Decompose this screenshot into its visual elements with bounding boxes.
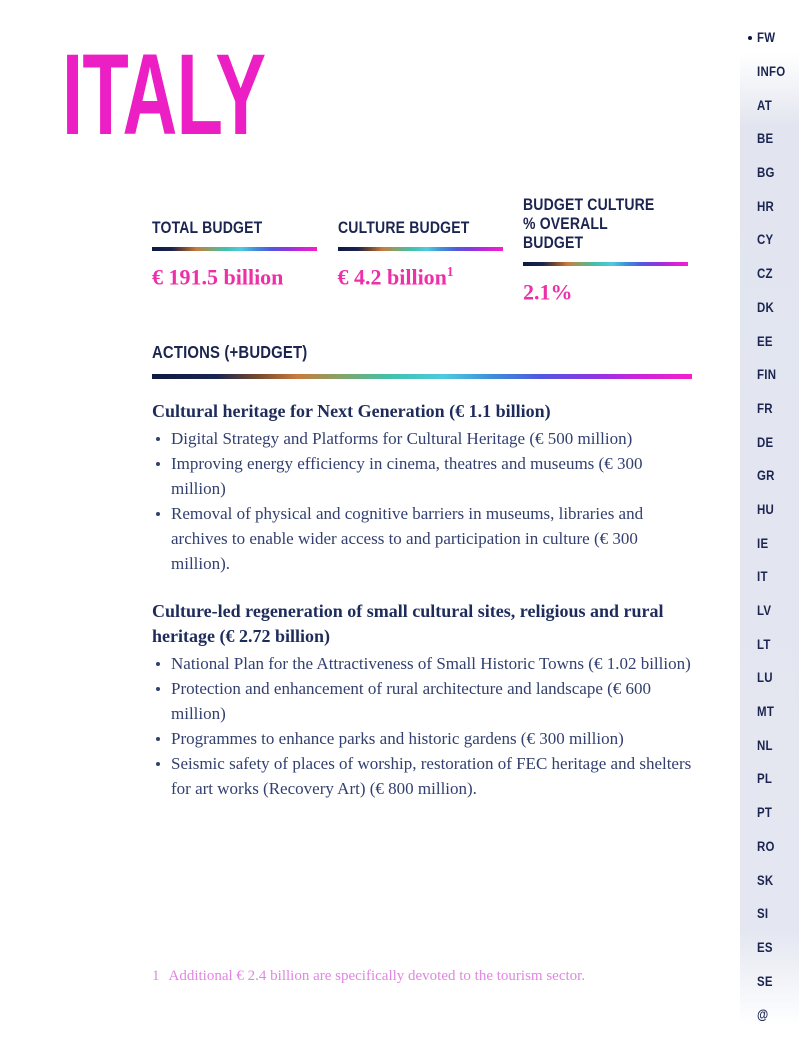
bullet-icon	[156, 737, 160, 741]
page-title: ITALY	[62, 31, 266, 159]
bullet-icon	[156, 437, 160, 441]
sidebar-item-se[interactable]: SE	[757, 973, 773, 989]
action-group-culture-led-regeneration	[152, 599, 692, 801]
sidebar-item-at[interactable]: AT	[757, 97, 772, 113]
sidebar-item-ie[interactable]: IE	[757, 535, 769, 551]
sidebar-item-si[interactable]: SI	[757, 906, 769, 922]
sidebar-item-pl[interactable]: PL	[757, 771, 773, 787]
footnote-reference: 1	[446, 264, 454, 279]
sidebar-item-it[interactable]: IT	[757, 569, 768, 585]
country-nav-list	[740, 0, 799, 1032]
footnote-text: Additional € 2.4 billion are specifically devoted to the tourism sector.	[168, 968, 586, 984]
action-group-title: Cultural heritage for Next Generation (€ 1.1 billion)	[152, 401, 551, 421]
list-item: Programmes to enhance parks and historic gardens (€ 300 million)	[152, 726, 692, 751]
sidebar-item-info[interactable]: INFO	[757, 64, 786, 80]
list-item: Digital Strategy and Platforms for Cultural Heritage (€ 500 million)	[152, 426, 692, 451]
stat-total-budget-label: TOTAL BUDGET	[152, 219, 263, 237]
stat-total-budget-value: € 191.5 billion	[152, 264, 284, 290]
list-item: Removal of physical and cognitive barriers in museums, libraries and archives to enable wider access to and participation in culture (€ 300 million).	[152, 501, 692, 576]
stat-culture-percentage-label: BUDGET CULTURE % OVERALL BUDGET	[523, 196, 655, 252]
stat-culture-budget-label: CULTURE BUDGET	[337, 219, 469, 237]
actions-section	[152, 342, 692, 801]
sidebar-item-dk[interactable]: DK	[757, 299, 775, 315]
stat-culture-budget-value: € 4.2 billion$^1$	[337, 264, 454, 290]
sidebar-item-hu[interactable]: HU	[757, 501, 775, 517]
list-item: National Plan for the Attractiveness of Small Historic Towns (€ 1.02 billion)	[152, 651, 692, 676]
gradient-rule	[523, 262, 688, 266]
sidebar-item-fr[interactable]: FR	[757, 400, 773, 416]
bullet-icon	[156, 512, 160, 516]
sidebar-item-bg[interactable]: BG	[757, 165, 775, 181]
sidebar-item-de[interactable]: DE	[757, 434, 774, 450]
sidebar-item-pt[interactable]: PT	[757, 805, 773, 821]
sidebar-item-contact[interactable]: @	[757, 1007, 769, 1023]
action-group-cultural-heritage	[152, 399, 692, 576]
stat-culture-percentage	[523, 196, 688, 305]
list-item: Seismic safety of places of worship, restoration of FEC heritage and shelters for art works (Recovery Art) (€ 800 million).	[152, 751, 692, 801]
budget-stats	[152, 196, 688, 305]
sidebar-item-lu[interactable]: LU	[757, 670, 773, 686]
list-item: Protection and enhancement of rural architecture and landscape (€ 600 million)	[152, 676, 692, 726]
sidebar-item-fw[interactable]: FW	[740, 21, 799, 55]
sidebar-item-mt[interactable]: MT	[757, 704, 775, 720]
sidebar-item-es[interactable]: ES	[757, 939, 773, 955]
footnote	[152, 968, 585, 985]
stat-culture-budget	[338, 196, 503, 305]
active-page-marker	[748, 36, 752, 40]
list-item: Improving energy efficiency in cinema, theatres and museums (€ 300 million)	[152, 451, 692, 501]
sidebar-item-cz[interactable]: CZ	[757, 266, 773, 282]
sidebar-item-sk[interactable]: SK	[757, 872, 774, 888]
country-nav	[740, 0, 799, 1058]
sidebar-item-cy[interactable]: CY	[757, 232, 774, 248]
sidebar-item-nl[interactable]: NL	[757, 737, 773, 753]
sidebar-item-lv[interactable]: LV	[757, 603, 772, 619]
actions-heading: ACTIONS (+BUDGET)	[152, 342, 308, 362]
action-group-title: Culture-led regeneration of small cultural sites, religious and rural heritage (€ 2.72 billion)	[152, 601, 664, 646]
gradient-rule	[338, 247, 503, 251]
gradient-rule	[152, 374, 692, 379]
action-list	[152, 426, 692, 576]
sidebar-item-be[interactable]: BE	[757, 131, 774, 147]
stat-culture-percentage-value: 2.1%	[523, 279, 573, 305]
stat-total-budget	[152, 196, 317, 305]
sidebar-item-hr[interactable]: HR	[757, 198, 775, 214]
gradient-rule	[152, 247, 317, 251]
sidebar-item-ee[interactable]: EE	[757, 333, 773, 349]
sidebar-item-ro[interactable]: RO	[757, 838, 775, 854]
sidebar-item-gr[interactable]: GR	[757, 468, 775, 484]
bullet-icon	[156, 662, 160, 666]
footnote-marker: 1	[152, 968, 160, 984]
bullet-icon	[156, 462, 160, 466]
action-list	[152, 651, 692, 801]
sidebar-item-fin[interactable]: FIN	[757, 367, 777, 383]
bullet-icon	[156, 762, 160, 766]
bullet-icon	[156, 687, 160, 691]
sidebar-item-lt[interactable]: LT	[757, 636, 771, 652]
